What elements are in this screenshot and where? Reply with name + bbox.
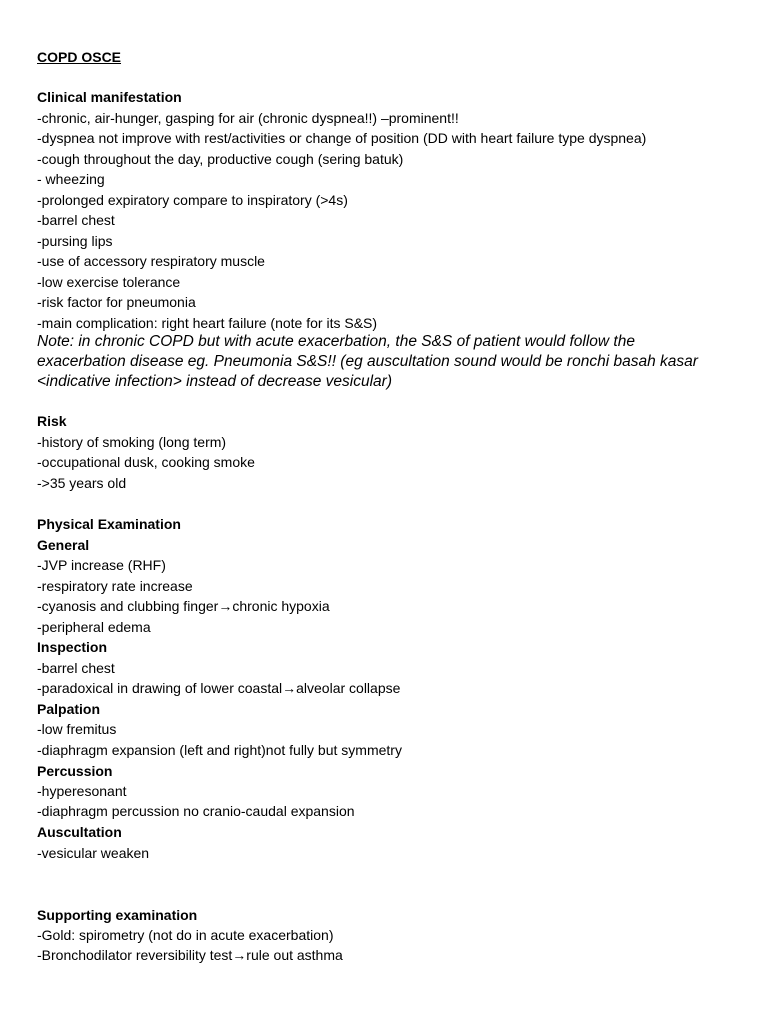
auscultation-item: -vesicular weaken (37, 845, 150, 861)
risk-heading: Risk (37, 413, 67, 429)
clinical-item: -pursing lips (37, 233, 113, 249)
clinical-item: -dyspnea not improve with rest/activities or change of position (DD with heart failure type dyspnea) (37, 130, 647, 146)
clinical-note-line: Note: in chronic COPD but with acute exacerbation, the S&S of patient would follow the (37, 333, 635, 350)
auscultation-heading: Auscultation (37, 824, 122, 840)
risk-item: -occupational dusk, cooking smoke (37, 454, 255, 470)
clinical-item: - wheezing (37, 171, 105, 187)
clinical-item: -barrel chest (37, 212, 115, 228)
general-item: -JVP increase (RHF) (37, 557, 166, 573)
support-item: -Gold: spirometry (not do in acute exacerbation) (37, 927, 334, 943)
document-title: COPD OSCE (37, 49, 122, 65)
general-item: -cyanosis and clubbing finger→chronic hypoxia (37, 598, 330, 614)
clinical-item: -risk factor for pneumonia (37, 294, 196, 310)
clinical-item: -chronic, air-hunger, gasping for air (chronic dyspnea!!) –prominent!! (37, 110, 459, 126)
general-item: -respiratory rate increase (37, 578, 193, 594)
pe-heading: Physical Examination (37, 516, 181, 532)
palpation-heading: Palpation (37, 701, 101, 717)
risk-item: ->35 years old (37, 475, 127, 491)
general-item: -peripheral edema (37, 619, 151, 635)
percussion-heading: Percussion (37, 763, 113, 779)
support-item: -Bronchodilator reversibility test→rule out asthma (37, 947, 343, 963)
support-heading: Supporting examination (37, 907, 198, 923)
clinical-note-line: exacerbation disease eg. Pneumonia S&S!! (eg auscultation sound would be ronchi basah kasar (37, 353, 698, 370)
inspection-heading: Inspection (37, 639, 108, 655)
palpation-item: -low fremitus (37, 721, 117, 737)
clinical-item: -low exercise tolerance (37, 274, 181, 290)
clinical-item: -prolonged expiratory compare to inspiratory (>4s) (37, 192, 348, 208)
general-heading: General (37, 537, 90, 553)
clinical-item: -use of accessory respiratory muscle (37, 253, 265, 269)
risk-item: -history of smoking (long term) (37, 434, 227, 450)
clinical-note-line: <indicative infection> instead of decrease vesicular) (37, 373, 392, 390)
inspection-item: -paradoxical in drawing of lower coastal→alveolar collapse (37, 680, 401, 696)
clinical-item: -cough throughout the day, productive cough (sering batuk) (37, 151, 404, 167)
clinical-item: -main complication: right heart failure (note for its S&S) (37, 315, 378, 331)
percussion-item: -diaphragm percussion no cranio-caudal expansion (37, 803, 355, 819)
percussion-item: -hyperesonant (37, 783, 127, 799)
clinical-heading: Clinical manifestation (37, 89, 182, 105)
inspection-item: -barrel chest (37, 660, 115, 676)
palpation-item: -diaphragm expansion (left and right)not fully but symmetry (37, 742, 402, 758)
